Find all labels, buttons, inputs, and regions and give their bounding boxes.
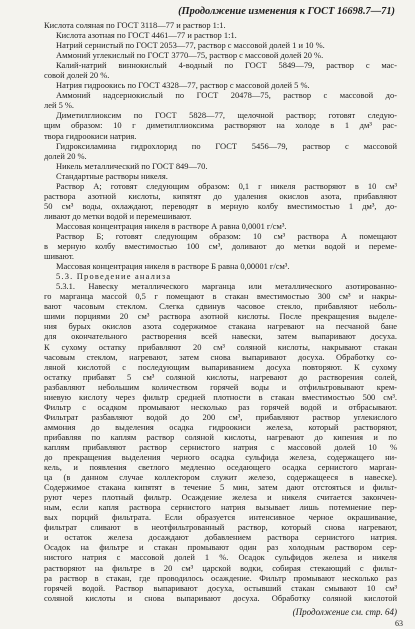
text-line: долей 20 %.	[44, 150, 87, 161]
text-line: вых порций фильтрата. Если образуется интенсивное черное окрашивание,	[44, 512, 397, 523]
text-line: К сухому остатку прибавляют 20 см³ соляной кислоты, накрывают стакан	[44, 341, 397, 352]
text-line: ца (в данном случае коллектором служит железо, содержащееся в навеске).	[44, 472, 397, 483]
text-line: для окончательного растворения всей навески, затем выпаривают досуха.	[44, 331, 397, 342]
text-line: шивают.	[44, 251, 74, 262]
text-line: Диметилглиоксим по ГОСТ 5828—77, щелочной раствор; готовят следую-	[56, 110, 397, 121]
page-header: (Продолжение изменения к ГОСТ 16698.7—71)	[178, 6, 395, 17]
text-line: ливают до метки водой и перемешивают.	[44, 210, 192, 221]
text-line: Аммоний надсернокислый по ГОСТ 20478—75, раствор с массовой до-	[56, 90, 397, 101]
text-line: в мерную колбу вместимостью 100 см³, доливают до метки водой и переме-	[44, 241, 397, 252]
text-line: каплям прибавляют раствор сернистого натрия с массовой долей 10 %	[44, 441, 397, 452]
text-line: Гидроксиламина гидрохлорид по ГОСТ 5456—79, раствор с массовой	[56, 140, 397, 151]
text-line: ния бурых окислов азота содержимое стакана нагревают на песчаной бане	[44, 321, 397, 332]
continuation-note: (Продолжение см. стр. 64)	[292, 607, 397, 617]
text-line: вают часовым стеклом. Слегка сдвинув часовое стекло, прибавляют неболь-	[44, 301, 397, 312]
text-line: лей 5 %.	[44, 100, 75, 111]
text-line: раствора азотной кислоты, кипятят до удаления окислов азота, прибавляют	[44, 190, 397, 201]
text-line: ным, если капля раствора сернистого натрия вызывает лишь потемнение пер-	[44, 502, 397, 513]
text-line: твора гидроокиси натрия.	[44, 130, 137, 141]
text-line: горячей водой. Раствор выпаривают досуха, остывший стакан смывают 10 см³	[44, 582, 397, 593]
text-line: аммония до выделения осадка гидроокиси железа, который растворяют,	[44, 421, 397, 432]
text-line: Содержимое стакана кипятят в течение 5 мин, затем дают отстояться и фильт-	[44, 482, 397, 493]
text-line: 5.3. Проведение анализа	[56, 271, 172, 282]
document-body	[44, 20, 397, 603]
text-line: ляной кислотой с последующим выпариванием досуха повторяют. К сухому	[44, 361, 397, 372]
text-line: Натрий сернистый по ГОСТ 2053—77, раствор с массовой долей 1 и 10 %.	[56, 40, 325, 51]
text-line: разбавляют небольшим количеством горячей воды и отфильтровывают крем-	[44, 381, 397, 392]
text-line: остатку прибавят 5 см³ соляной кислоты, нагревают до растворения солей,	[44, 371, 397, 382]
text-line: ниевую кислоту через фильтр средней плотности в стакан вместимостью 500 см³.	[44, 391, 397, 402]
page-number: 63	[395, 619, 403, 628]
text-line: совой долей 20 %.	[44, 70, 110, 81]
text-line: Кислота соляная по ГОСТ 3118—77 и раствор 1:1.	[44, 20, 226, 30]
text-line: до прекращения выделения черного осадка сульфида железа, содержащего ни-	[44, 452, 397, 463]
text-line: руют через плотный фильтр. Осаждение железа и никеля считается закончен-	[44, 492, 397, 503]
text-line: Натрия гидроокись по ГОСТ 4328—77, раствор с массовой долей 5 %.	[56, 80, 310, 91]
text-line: 5.3.1. Навеску металлического марганца или металлического азотированно-	[56, 281, 397, 292]
text-line: 50 см³ воды, охлаждают, переводят в мерную колбу вместимостью 1 дм³, до-	[44, 200, 397, 211]
text-line: Стандартные растворы никеля.	[56, 170, 168, 181]
text-line: соляной кислоты и снова выпаривают досуха. Обработку соляной кислотой	[44, 592, 397, 603]
text-line: Фильтр с осадком промывают несколько раз горячей водой и отбрасывают.	[44, 401, 397, 412]
text-line: фильтрат сливают в неотфильтрованный раствор, который снова нагревают,	[44, 522, 397, 533]
text-line: ра раствор в стакан, где проводилось осаждение. Фильтр промывают несколько раз	[44, 572, 397, 583]
text-line: Фильтрат разбавляют водой до 200 см³, прибавляют раствор углекислого	[44, 411, 397, 422]
text-line: шими порциями 20 см³ раствора азотной кислоты. После прекращения выделе-	[44, 311, 397, 322]
text-line: Кислота азотная по ГОСТ 4461—77 и раствор 1:1.	[56, 30, 237, 41]
text-line: кель, и появления светлого медленно оседающего осадка сернистого марган-	[44, 462, 397, 473]
text-line: Калий-натрий виннокислый 4-водный по ГОСТ 5849—79, раствор с мас-	[56, 60, 397, 71]
text-line: часовым стеклом, нагревают, затем снова выпаривают досуха. Обработку со-	[44, 351, 397, 362]
text-line: прибавляя по каплям раствор соляной кислоты, нагревают до кипения и по	[44, 431, 397, 442]
text-line: Массовая концентрация никеля в растворе А равна 0,0001 г/см³.	[56, 220, 287, 231]
text-line: Раствор Б; готовят следующим образом: 10 см³ раствора А помещают	[56, 230, 397, 241]
text-line: Раствор А; готовят следующим образом: 0,1 г никеля растворяют в 10 см³	[56, 180, 397, 191]
text-line: растворяют на фильтре в 20 см³ царской водки, собирая стекающий с фильт-	[44, 562, 397, 573]
text-line: щим образом: 10 г диметилглиоксима растворяют на холоде в 1 дм³ рас-	[44, 120, 397, 131]
text-line: го марганца массой 0,5 г помещают в стакан вместимостью 300 см³ и накры-	[44, 291, 397, 302]
text-line: Массовая концентрация никеля в растворе Б равна 0,00001 г/см³.	[56, 261, 290, 272]
text-line: Никель металлический по ГОСТ 849—70.	[56, 160, 208, 171]
text-line: Осадок на фильтре и стакан промывают один раз холодным раствором сер-	[44, 542, 397, 553]
text-line: и остаток железа досаждают добавлением раствора сернистого натрия.	[44, 532, 397, 543]
text-line: нистого натрия с массовой долей 1 %. Осадок сульфидов железа и никеля	[44, 552, 397, 563]
text-line: Аммоний углекислый по ГОСТ 3770—75, раствор с массовой долей 20 %.	[56, 50, 324, 61]
